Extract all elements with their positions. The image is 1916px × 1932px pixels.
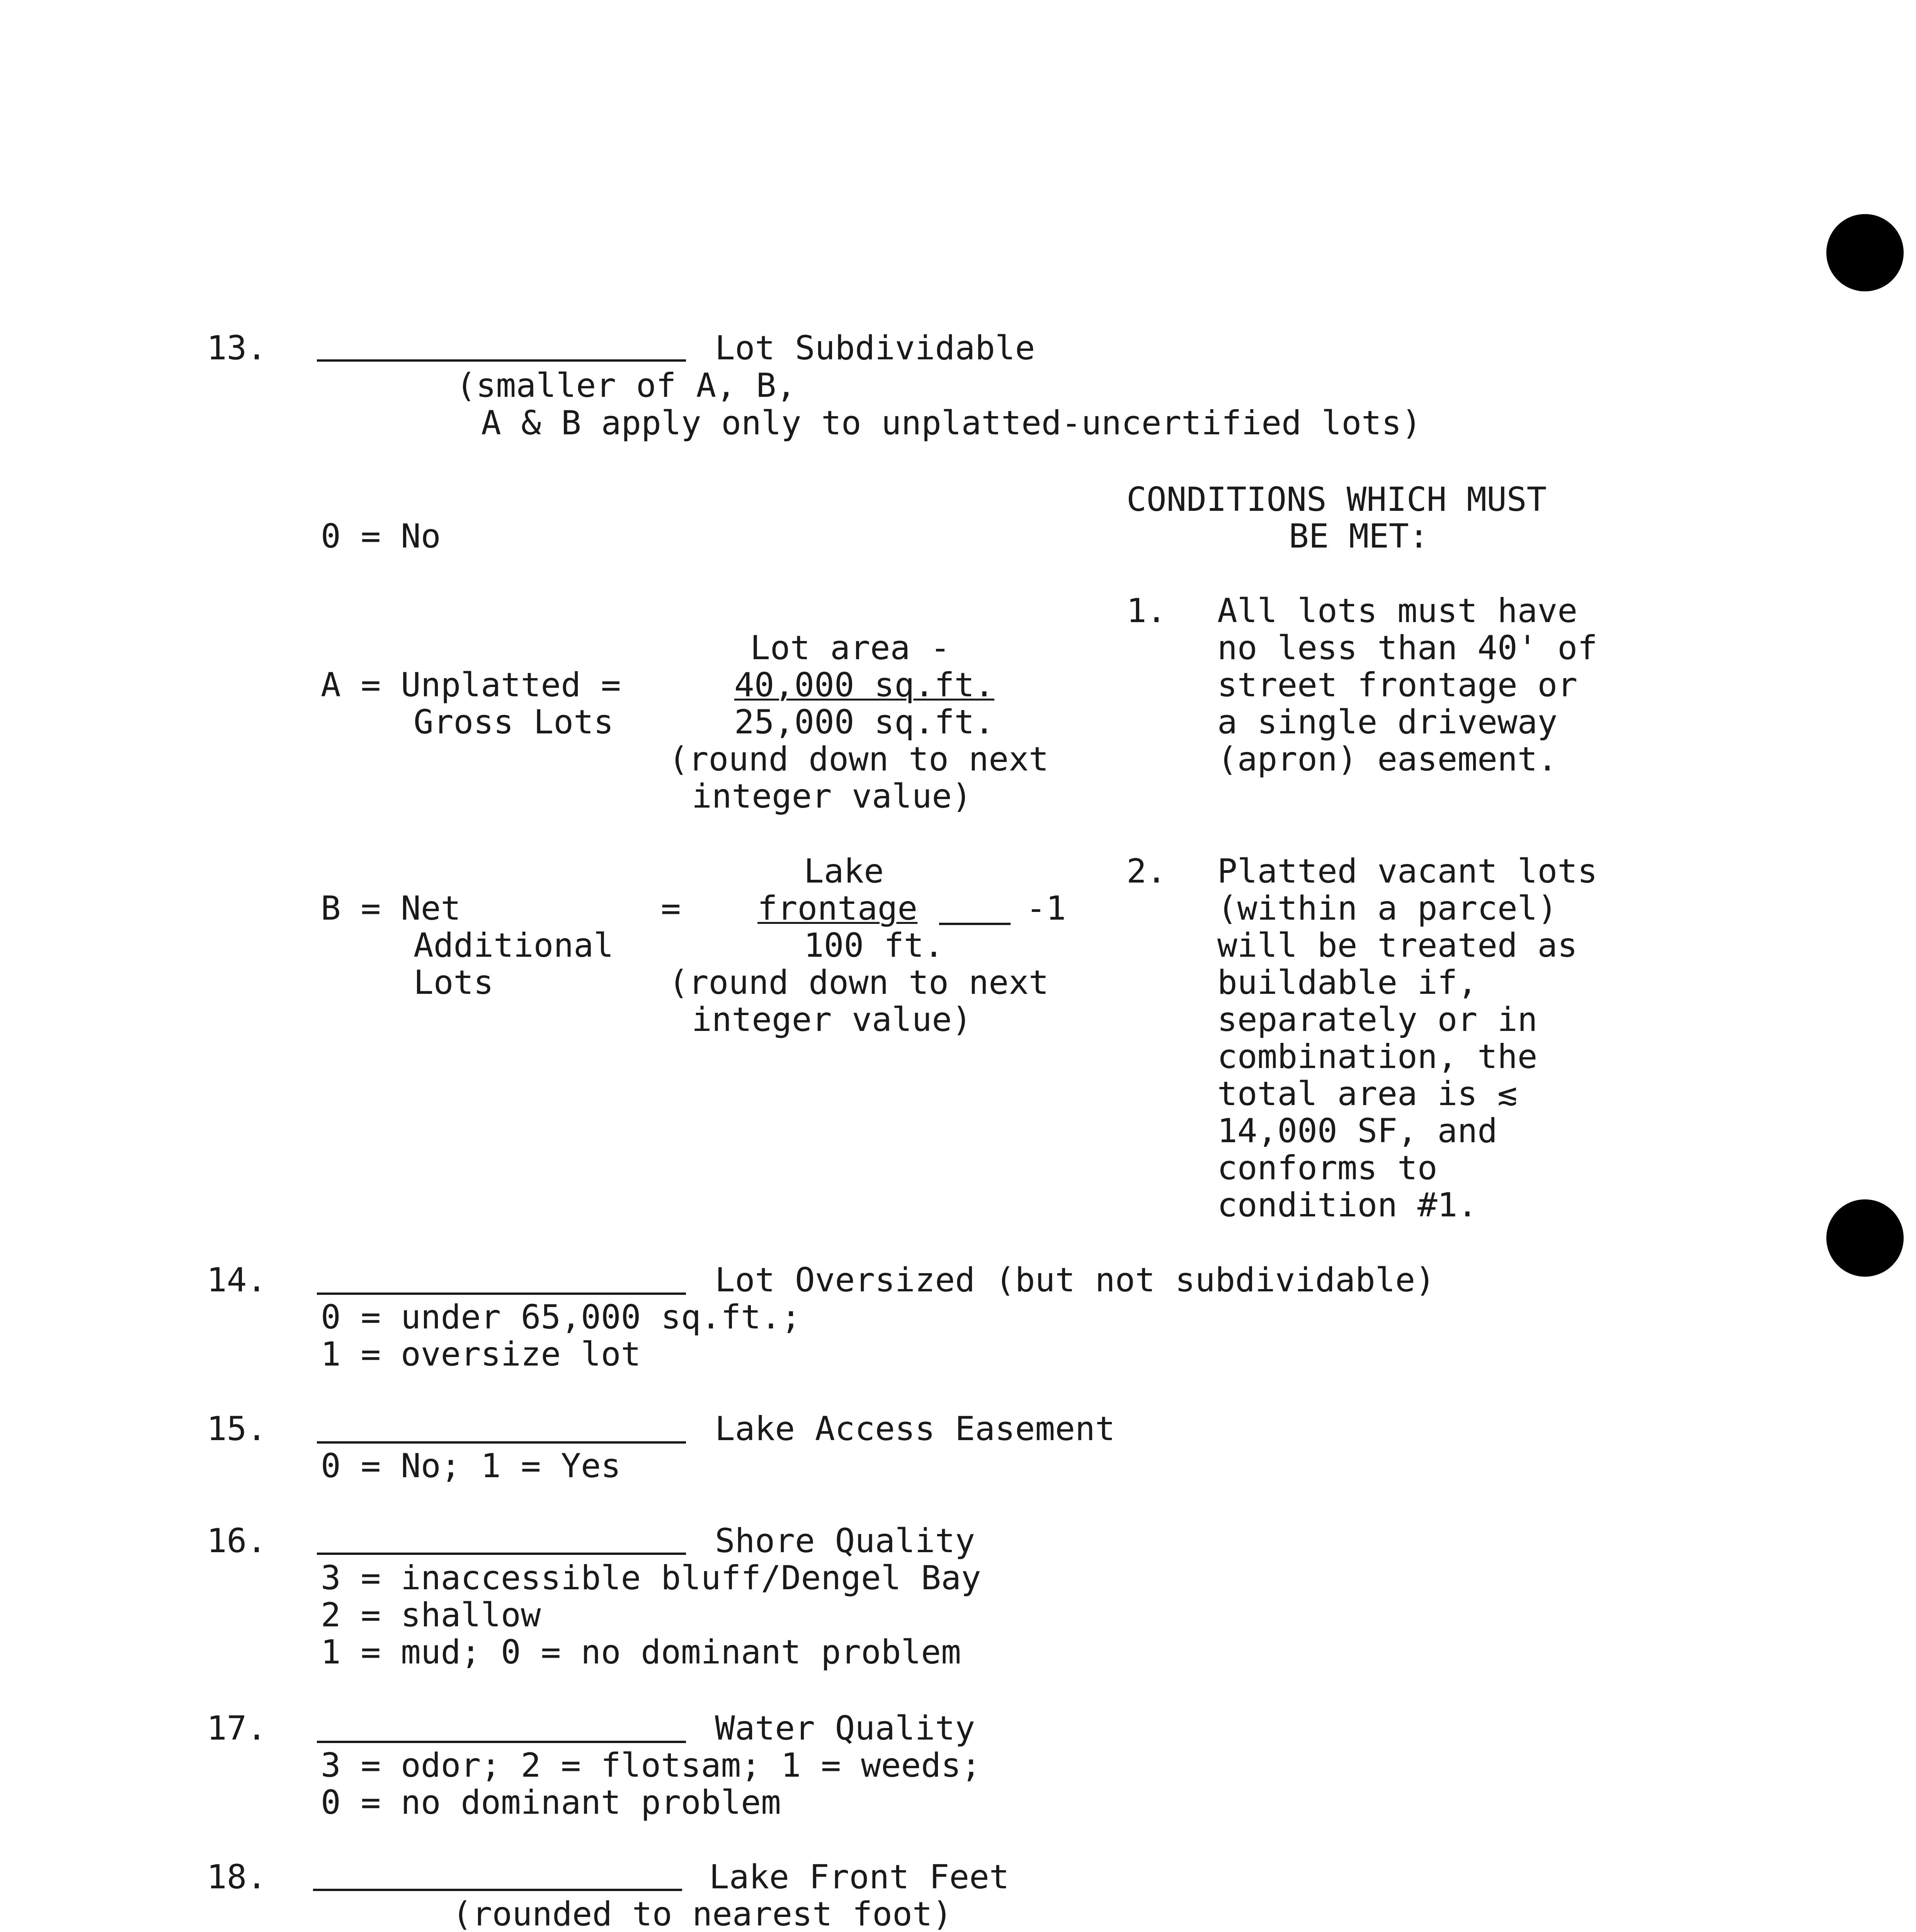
condition-line: buildable if, — [1217, 963, 1478, 1002]
option-line: 3 = inaccessible bluff/Dengel Bay — [321, 1559, 981, 1597]
option-line: 1 = oversize lot — [321, 1335, 641, 1374]
condition-line: total area is ≲ — [1217, 1075, 1518, 1113]
item-number: 15. — [207, 1410, 267, 1448]
formula-a-numerator: 40,000 sq.ft. — [734, 666, 995, 704]
item-label: Water Quality — [715, 1709, 975, 1748]
condition-line: will be treated as — [1217, 926, 1577, 965]
round-note: integer value) — [692, 777, 972, 816]
formula-b-denominator: 100 ft. — [804, 926, 944, 965]
item-number: 14. — [207, 1261, 267, 1299]
answer-blank[interactable] — [317, 1293, 686, 1295]
punch-hole-top — [1826, 214, 1904, 291]
item-number: 18. — [207, 1858, 267, 1896]
answer-blank[interactable] — [317, 1741, 686, 1743]
item-number: 17. — [207, 1709, 267, 1748]
item-number: 13. — [207, 329, 267, 367]
formula-b-numerator: Lake — [804, 852, 884, 891]
formula-a-label: A = Unplatted = — [321, 666, 621, 704]
condition-line: combination, the — [1217, 1037, 1538, 1076]
fraction-bar — [939, 923, 1011, 925]
conditions-title: BE MET: — [1289, 517, 1429, 556]
condition-line: condition #1. — [1217, 1186, 1478, 1225]
punch-hole-middle — [1826, 1199, 1904, 1277]
condition-line: conforms to — [1217, 1149, 1438, 1187]
formula-b-equals: = — [661, 889, 681, 928]
answer-blank[interactable] — [317, 1441, 686, 1444]
conditions-title: CONDITIONS WHICH MUST — [1126, 480, 1547, 519]
condition-line: no less than 40' of — [1217, 629, 1598, 667]
option-line: 1 = mud; 0 = no dominant problem — [321, 1633, 961, 1672]
round-note: (round down to next — [669, 740, 1049, 779]
round-note: (round down to next — [669, 963, 1049, 1002]
option-line: 0 = under 65,000 sq.ft.; — [321, 1298, 801, 1337]
item-note: (rounded to nearest foot) — [452, 1895, 953, 1932]
item-label: Lake Access Easement — [715, 1410, 1115, 1448]
answer-blank[interactable] — [317, 1553, 686, 1555]
condition-line: (apron) easement. — [1217, 740, 1558, 779]
option-line: 0 = No; 1 = Yes — [321, 1447, 621, 1485]
condition-line: (within a parcel) — [1217, 889, 1558, 928]
item-label: Lake Front Feet — [709, 1858, 1009, 1896]
item-label: Shore Quality — [715, 1522, 975, 1560]
item-label: Lot Oversized (but not subdividable) — [715, 1261, 1435, 1299]
formula-a-denominator: 25,000 sq.ft. — [734, 703, 995, 742]
condition-line: 14,000 SF, and — [1217, 1112, 1497, 1150]
answer-blank[interactable] — [313, 1889, 682, 1891]
formula-a-label: Gross Lots — [413, 703, 614, 742]
formula-b-numerator: frontage — [757, 889, 918, 928]
option-line: 3 = odor; 2 = flotsam; 1 = weeds; — [321, 1746, 981, 1785]
condition-number: 2. — [1126, 852, 1167, 891]
formula-b-label: B = Net — [321, 889, 461, 928]
item-label: Lot Subdividable — [715, 329, 1035, 367]
item-note: (smaller of A, B, — [456, 366, 796, 405]
option-line: 0 = no dominant problem — [321, 1783, 781, 1822]
formula-b-label: Additional — [413, 926, 614, 965]
condition-line: street frontage or — [1217, 666, 1577, 704]
condition-line: All lots must have — [1217, 592, 1577, 630]
condition-number: 1. — [1126, 592, 1167, 630]
option-line: 0 = No — [321, 517, 441, 556]
condition-line: a single driveway — [1217, 703, 1558, 742]
item-number: 16. — [207, 1522, 267, 1560]
round-note: integer value) — [692, 1000, 972, 1039]
formula-b-minus: -1 — [1026, 889, 1066, 928]
answer-blank[interactable] — [317, 359, 686, 362]
condition-line: separately or in — [1217, 1000, 1538, 1039]
item-note: A & B apply only to unplatted-uncertified lots) — [481, 404, 1422, 442]
formula-b-label: Lots — [413, 963, 494, 1002]
condition-line: Platted vacant lots — [1217, 852, 1598, 891]
option-line: 2 = shallow — [321, 1596, 541, 1634]
formula-a-numerator: Lot area - — [750, 629, 950, 667]
